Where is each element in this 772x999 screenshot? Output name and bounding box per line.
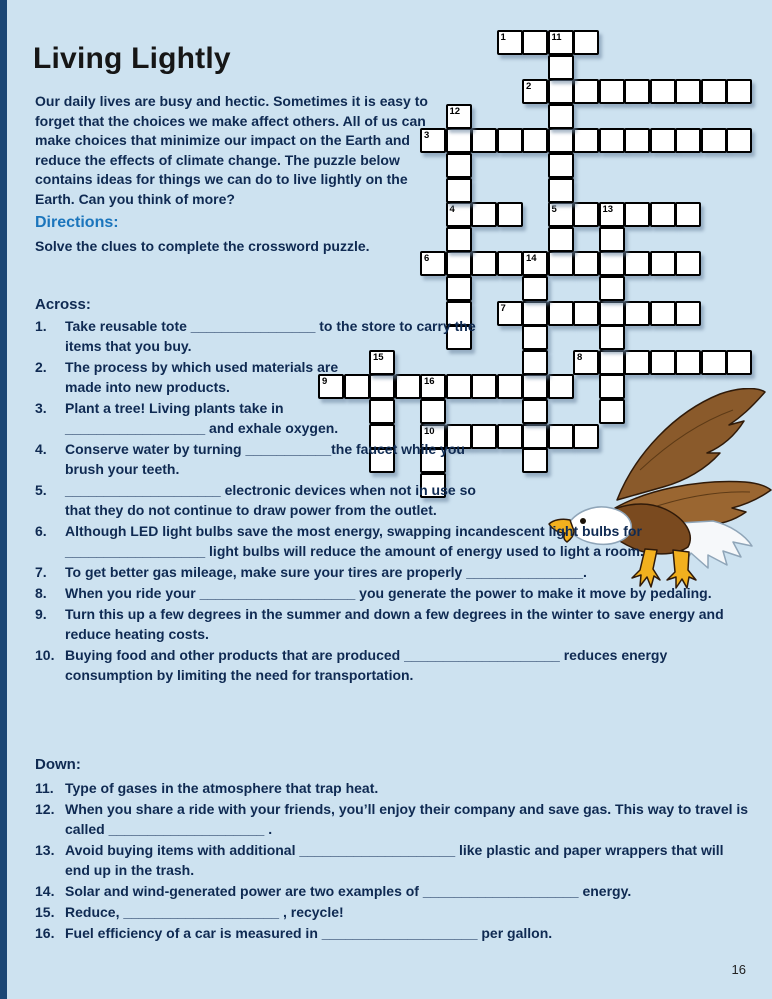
puzzle-cell <box>624 202 650 227</box>
puzzle-cell <box>548 227 574 252</box>
puzzle-cell <box>548 79 574 104</box>
puzzle-cell <box>675 128 701 153</box>
down-heading: Down: <box>35 756 81 773</box>
puzzle-cell <box>650 128 676 153</box>
clue-text: When you ride your ____________________ you generate the power to make it move by pedaling. <box>65 585 712 601</box>
across-clue-5 <box>35 480 495 520</box>
clue-text: Avoid buying items with additional ____________________ like plastic and paper wrappers that will end up in the trash. <box>65 842 724 878</box>
down-clue-15 <box>35 902 750 922</box>
clue-number: 2. <box>35 359 47 375</box>
cell-number: 9 <box>322 376 328 388</box>
clue-number: 15. <box>35 904 55 920</box>
clue-text: Solar and wind-generated power are two examples of ____________________ energy. <box>65 883 632 899</box>
clue-text: Take reusable tote ________________ to the store to carry the items that you buy. <box>65 318 476 354</box>
down-clue-14 <box>35 881 750 901</box>
puzzle-cell <box>675 79 701 104</box>
cell-number: 3 <box>424 130 430 142</box>
puzzle-cell <box>446 276 472 301</box>
puzzle-cell <box>573 128 599 153</box>
puzzle-cell <box>548 178 574 203</box>
across-clue-list <box>35 316 750 686</box>
puzzle-cell <box>599 251 625 276</box>
across-clue-6 <box>35 521 750 561</box>
puzzle-cell <box>548 128 574 153</box>
puzzle-cell <box>497 202 523 227</box>
clue-text: Conserve water by turning ___________the faucet while you brush your teeth. <box>65 441 465 477</box>
cell-number: 11 <box>551 32 562 43</box>
clue-number: 4. <box>35 441 47 457</box>
clue-text: Turn this up a few degrees in the summer and down a few degrees in the winter to save energy and reduce heating costs. <box>65 606 724 642</box>
clue-number: 11. <box>35 780 54 796</box>
puzzle-cell <box>650 251 676 276</box>
clue-number: 7. <box>35 564 47 580</box>
puzzle-cell <box>522 276 548 301</box>
puzzle-cell <box>522 128 548 153</box>
clue-text: Although LED light bulbs save the most energy, swapping incandescent light bulbs for __________________ light bulbs will reduce the amount of energy used to light a room. <box>65 523 644 559</box>
page-title: Living Lightly <box>33 42 231 76</box>
across-clue-4 <box>35 439 505 479</box>
clue-number: 10. <box>35 647 55 663</box>
clue-text: When you share a ride with your friends, you’ll enjoy their company and save gas. This way to travel is called ____________________ . <box>65 801 749 837</box>
directions-text: Solve the clues to complete the crossword puzzle. <box>35 238 370 254</box>
puzzle-cell <box>548 202 574 227</box>
puzzle-cell <box>420 251 446 276</box>
down-clue-13 <box>35 840 750 880</box>
down-clue-12 <box>35 799 750 839</box>
puzzle-cell <box>446 202 472 227</box>
puzzle-cell <box>675 251 701 276</box>
page-number: 16 <box>731 962 746 977</box>
puzzle-cell <box>446 153 472 178</box>
puzzle-cell <box>471 251 497 276</box>
puzzle-cell <box>573 79 599 104</box>
cell-number: 5 <box>551 204 557 216</box>
puzzle-cell <box>599 227 625 252</box>
across-clue-1 <box>35 316 495 356</box>
puzzle-cell <box>446 128 472 153</box>
puzzle-cell <box>675 202 701 227</box>
across-clue-10 <box>35 645 750 685</box>
clue-number: 5. <box>35 482 47 498</box>
puzzle-cell <box>471 202 497 227</box>
puzzle-cell <box>522 251 548 276</box>
down-clue-list <box>35 778 750 944</box>
clue-number: 16. <box>35 925 55 941</box>
puzzle-cell <box>701 128 727 153</box>
down-clue-16 <box>35 923 750 943</box>
cell-number: 8 <box>577 351 583 363</box>
puzzle-cell <box>650 79 676 104</box>
clue-number: 12. <box>35 801 55 817</box>
clue-number: 9. <box>35 606 47 622</box>
puzzle-cell <box>624 79 650 104</box>
clue-text: Buying food and other products that are produced ____________________ reduces energy consumption by limiting the need for transportation. <box>65 647 668 683</box>
puzzle-cell <box>599 128 625 153</box>
puzzle-cell <box>548 104 574 129</box>
puzzle-cell <box>446 227 472 252</box>
puzzle-cell <box>497 128 523 153</box>
puzzle-cell <box>522 79 548 104</box>
clue-number: 8. <box>35 585 47 601</box>
puzzle-cell <box>548 153 574 178</box>
cell-number: 6 <box>424 253 430 265</box>
puzzle-cell <box>573 30 599 55</box>
puzzle-cell <box>497 30 523 55</box>
clue-number: 1. <box>35 318 47 334</box>
puzzle-cell <box>624 251 650 276</box>
across-clue-3 <box>35 398 365 438</box>
clue-number: 14. <box>35 883 55 899</box>
intro-paragraph: Our daily lives are busy and hectic. Sometimes it is easy to forget that the choices we make affect others. All of us can make choices that minimize our impact on the Earth and reduce the effects of climate change. The puzzle below contains ideas for things we can do to live lightly on the Earth. Can you think of more? <box>35 93 428 207</box>
cell-number: 16 <box>424 376 435 388</box>
puzzle-cell <box>548 251 574 276</box>
across-clue-9 <box>35 604 750 644</box>
cell-number: 1 <box>500 32 506 43</box>
puzzle-cell <box>599 79 625 104</box>
cell-number: 12 <box>449 105 461 117</box>
down-clue-11 <box>35 778 750 798</box>
puzzle-cell <box>726 128 752 153</box>
puzzle-cell <box>599 202 625 227</box>
puzzle-cell <box>573 251 599 276</box>
clue-text: ____________________ electronic devices when not in use so that they do not continue to draw power from the outlet. <box>65 482 476 518</box>
puzzle-cell <box>420 128 446 153</box>
puzzle-cell <box>446 104 472 129</box>
puzzle-cell <box>548 55 574 80</box>
puzzle-cell <box>446 178 472 203</box>
puzzle-cell <box>650 202 676 227</box>
cell-number: 13 <box>602 204 614 216</box>
cell-number: 14 <box>526 253 537 265</box>
clue-text: Type of gases in the atmosphere that trap heat. <box>65 780 379 796</box>
clue-text: The process by which used materials are made into new products. <box>65 359 339 395</box>
puzzle-cell <box>624 128 650 153</box>
clue-text: Reduce, ____________________ , recycle! <box>65 904 344 920</box>
cell-number: 7 <box>500 302 506 314</box>
puzzle-cell <box>471 128 497 153</box>
across-clue-7 <box>35 562 750 582</box>
left-accent-bar <box>0 0 7 999</box>
puzzle-cell <box>726 79 752 104</box>
clue-text: To get better gas mileage, make sure your tires are properly _______________. <box>65 564 587 580</box>
clue-number: 13. <box>35 842 55 858</box>
clue-number: 6. <box>35 523 47 539</box>
puzzle-cell <box>497 251 523 276</box>
puzzle-cell <box>599 276 625 301</box>
puzzle-cell <box>446 251 472 276</box>
across-heading: Across: <box>35 296 91 313</box>
cell-number: 10 <box>424 425 435 437</box>
clue-text: Fuel efficiency of a car is measured in ____________________ per gallon. <box>65 925 553 941</box>
puzzle-cell <box>548 30 574 55</box>
cell-number: 4 <box>449 204 455 216</box>
cell-number: 2 <box>526 81 532 93</box>
puzzle-cell <box>522 30 548 55</box>
clue-number: 3. <box>35 400 47 416</box>
cell-number: 15 <box>373 351 384 363</box>
puzzle-cell <box>573 202 599 227</box>
across-clue-2 <box>35 357 375 397</box>
clue-text: Plant a tree! Living plants take in __________________ and exhale oxygen. <box>65 400 339 436</box>
across-clue-8 <box>35 583 750 603</box>
puzzle-cell <box>701 79 727 104</box>
directions-heading: Directions: <box>35 214 119 231</box>
